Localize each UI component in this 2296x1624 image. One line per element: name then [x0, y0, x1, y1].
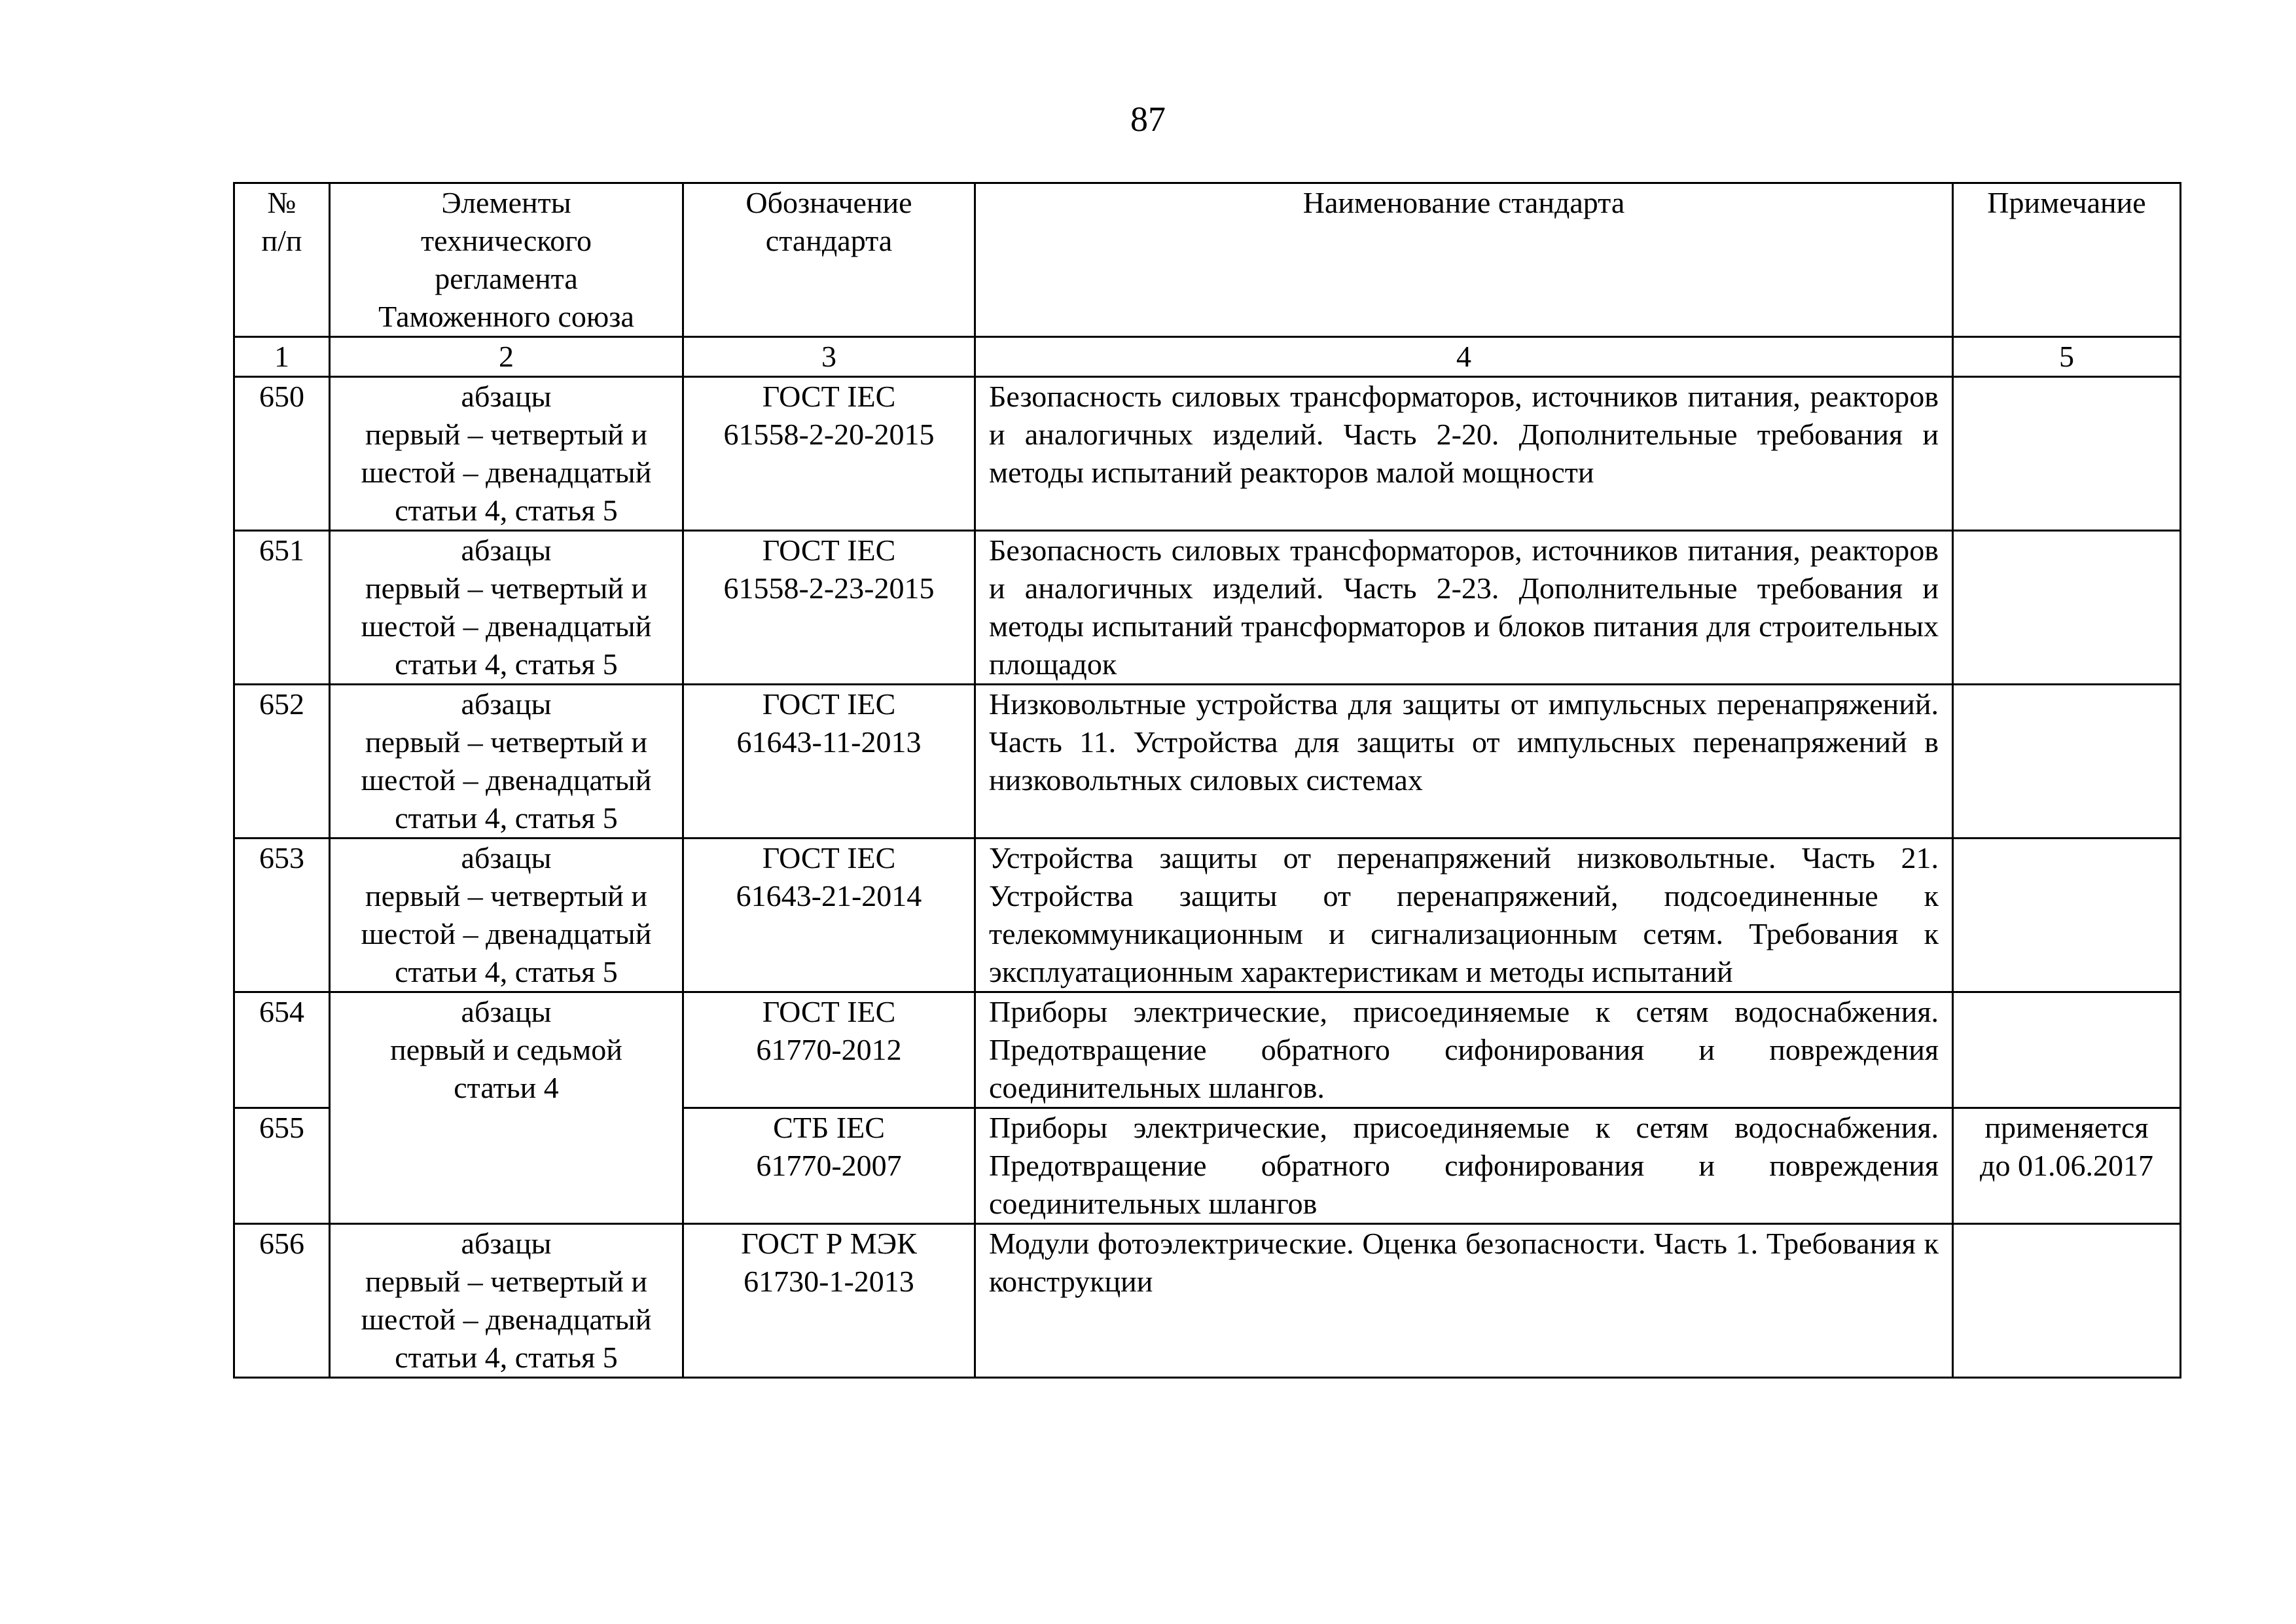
row-note: [1953, 377, 2181, 531]
row-standard-name: Низковольтные устройства для защиты от импульсных перенапряжений. Часть 11. Устройства для защиты от импульсных перенапряжений в низковольтных силовых системах: [975, 685, 1953, 839]
row-elements: абзацы первый и седьмой статьи 4: [330, 992, 683, 1224]
header-elements: Элементы технического регламента Таможенного союза: [330, 183, 683, 337]
table-row: [234, 685, 2181, 839]
row-num: 654: [234, 992, 330, 1108]
row-note: [1953, 839, 2181, 992]
row-num: 650: [234, 377, 330, 531]
row-num: 651: [234, 531, 330, 685]
row-standard-name: Модули фотоэлектрические. Оценка безопасности. Часть 1. Требования к конструкции: [975, 1224, 1953, 1378]
row-note: [1953, 531, 2181, 685]
table-row: [234, 377, 2181, 531]
row-num: 653: [234, 839, 330, 992]
header-note: Примечание: [1953, 183, 2181, 337]
row-elements: абзацы первый – четвертый и шестой – двенадцатый статьи 4, статья 5: [330, 685, 683, 839]
row-num: 652: [234, 685, 330, 839]
row-note: [1953, 1224, 2181, 1378]
row-standard-code: ГОСТ IEC 61643-21-2014: [683, 839, 975, 992]
page-number: 87: [1130, 99, 1166, 139]
table-row: [234, 531, 2181, 685]
row-standard-code: ГОСТ IEC 61558-2-23-2015: [683, 531, 975, 685]
index-cell: 3: [683, 337, 975, 377]
index-cell: 2: [330, 337, 683, 377]
standards-table: [233, 182, 2181, 1379]
header-name: Наименование стандарта: [975, 183, 1953, 337]
index-cell: 1: [234, 337, 330, 377]
table-header-row: [234, 183, 2181, 337]
index-cell: 4: [975, 337, 1953, 377]
row-note: [1953, 685, 2181, 839]
header-num: № п/п: [234, 183, 330, 337]
row-standard-code: ГОСТ Р МЭК 61730-1-2013: [683, 1224, 975, 1378]
row-standard-name: Безопасность силовых трансформаторов, источников питания, реакторов и аналогичных изделий. Часть 2-23. Дополнительные требования и методы испытаний трансформаторов и блоков питания для строительных площадок: [975, 531, 1953, 685]
table-row: [234, 992, 2181, 1108]
row-standard-name: Приборы электрические, присоединяемые к сетям водоснабжения. Предотвращение обратного сифонирования и повреждения соединительных шлангов.: [975, 992, 1953, 1108]
row-num: 656: [234, 1224, 330, 1378]
row-standard-code: ГОСТ IEC 61558-2-20-2015: [683, 377, 975, 531]
column-index-row: [234, 337, 2181, 377]
row-note: [1953, 992, 2181, 1108]
row-note: применяется до 01.06.2017: [1953, 1108, 2181, 1224]
row-standard-code: ГОСТ IEC 61770-2012: [683, 992, 975, 1108]
row-standard-name: Приборы электрические, присоединяемые к сетям водоснабжения. Предотвращение обратного сифонирования и повреждения соединительных шлангов: [975, 1108, 1953, 1224]
row-num: 655: [234, 1108, 330, 1224]
row-elements: абзацы первый – четвертый и шестой – двенадцатый статьи 4, статья 5: [330, 531, 683, 685]
index-cell: 5: [1953, 337, 2181, 377]
row-elements: абзацы первый – четвертый и шестой – двенадцатый статьи 4, статья 5: [330, 1224, 683, 1378]
row-standard-code: ГОСТ IEC 61643-11-2013: [683, 685, 975, 839]
table-row: [234, 1224, 2181, 1378]
row-standard-code: СТБ IEC 61770-2007: [683, 1108, 975, 1224]
header-code: Обозначение стандарта: [683, 183, 975, 337]
table-row: [234, 839, 2181, 992]
row-standard-name: Безопасность силовых трансформаторов, источников питания, реакторов и аналогичных изделий. Часть 2-20. Дополнительные требования и методы испытаний реакторов малой мощности: [975, 377, 1953, 531]
row-elements: абзацы первый – четвертый и шестой – двенадцатый статьи 4, статья 5: [330, 377, 683, 531]
row-elements: абзацы первый – четвертый и шестой – двенадцатый статьи 4, статья 5: [330, 839, 683, 992]
row-standard-name: Устройства защиты от перенапряжений низковольтные. Часть 21. Устройства защиты от перенапряжений, подсоединенные к телекоммуникационным и сигнализационным сетям. Требования к эксплуатационным характеристикам и методы испытаний: [975, 839, 1953, 992]
